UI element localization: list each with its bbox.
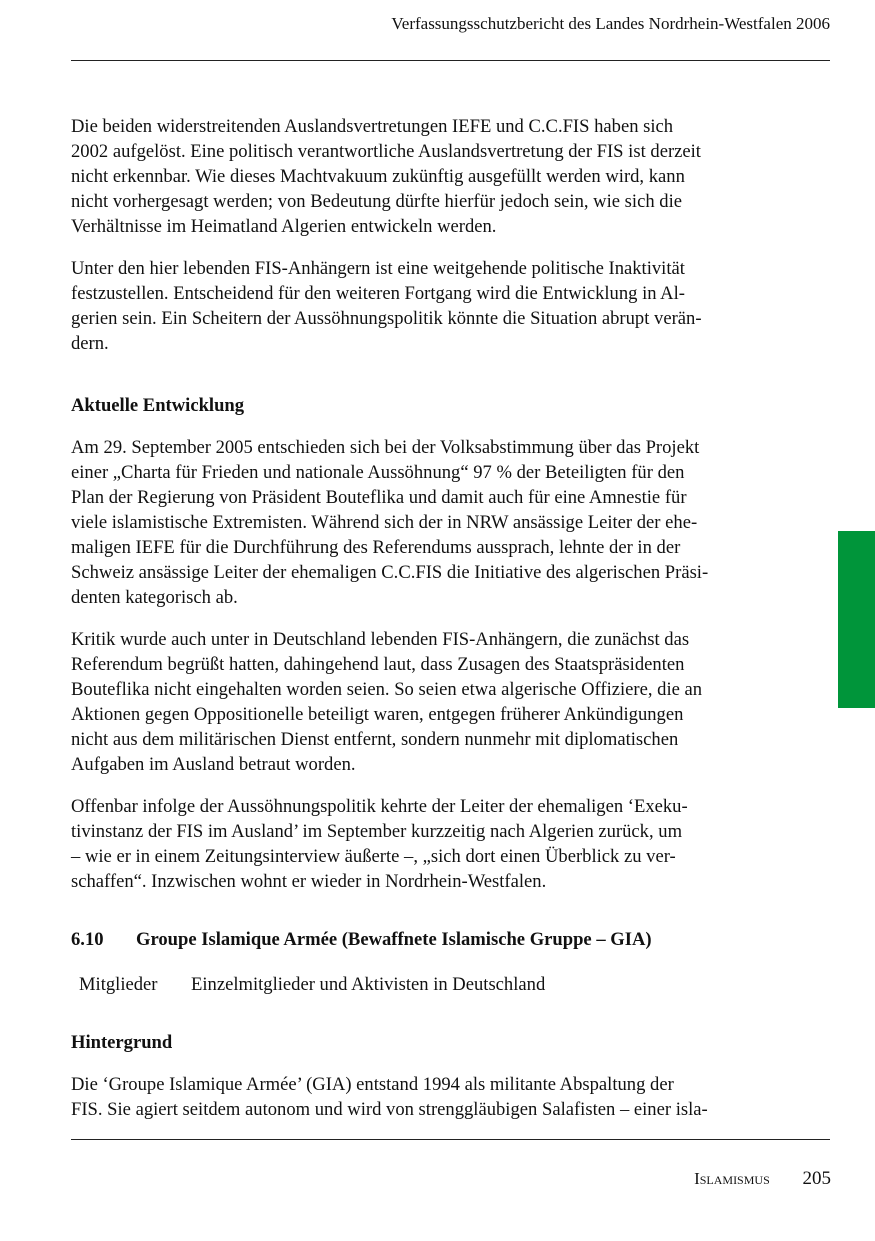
paragraph-6: Die ‘Groupe Islamique Armée’ (GIA) entstand 1994 als militante Abspaltung der FIS. Sie agiert seitdem autonom und wird von strenggläubigen Salafisten – einer isla- <box>71 1074 708 1120</box>
paragraph-5: Offenbar infolge der Aussöhnungspolitik kehrte der Leiter der ehemaligen ‘Exeku- tivinstanz der FIS im Ausland’ im September kurzzeitig nach Algerien zurück, um – wie er in einem Zeitungsinterview äußerte –, „sich dort einen Überblick zu ver- schaffen“. Inzwischen wohnt er wieder in Nordrhein-Westfalen. <box>71 796 688 892</box>
page-body <box>71 114 786 1122</box>
running-header-title: Verfassungsschutzbericht des Landes Nordrhein-Westfalen 2006 <box>391 14 830 33</box>
paragraph-3: Am 29. September 2005 entschieden sich bei der Volksabstimmung über das Projekt einer „Charta für Frieden und nationale Aussöhnung“ 97 % der Beteiligten für den Plan der Regierung von Präsident Bouteflika und damit auch für eine Amnestie für viele islamistische Extremisten. Während sich der in NRW ansässige Leiter der ehe- maligen IEFE für die Durchführung des Referendums aussprach, lehnte der in der Schweiz ansässige Leiter der ehemaligen C.C.FIS die Initiative des algerischen Präsi- denten kategorisch ab. <box>71 437 709 608</box>
chapter-side-tab <box>838 531 875 708</box>
page-number: 205 <box>802 1168 831 1189</box>
paragraph-2: Unter den hier lebenden FIS-Anhängern ist eine weitgehende politische Inaktivität festzustellen. Entscheidend für den weiteren Fortgang wird die Entwicklung in Al- gerien sein. Ein Scheitern der Aussöhnungspolitik könnte die Situation abrupt verän- dern. <box>71 258 702 354</box>
footer-section-name: Islamismus <box>694 1169 770 1188</box>
heading-aktuelle-entwicklung: Aktuelle Entwicklung <box>71 395 245 416</box>
paragraph-1: Die beiden widerstreitenden Auslandsvertretungen IEFE und C.C.FIS haben sich 2002 aufgelöst. Eine politisch verantwortliche Auslandsvertretung der FIS ist derzeit nicht erkennbar. Wie dieses Machtvakuum zukünftig ausgefüllt werden wird, kann nicht vorhergesagt werden; von Bedeutung dürfte hierfür jedoch sein, wie sich die Verhältnisse im Heimatland Algerien entwickeln werden. <box>71 116 701 237</box>
section-title: Groupe Islamique Armée (Bewaffnete Islamische Gruppe – GIA) <box>136 929 652 950</box>
members-label: Mitglieder <box>79 974 158 995</box>
header-rule <box>71 60 830 61</box>
heading-hintergrund: Hintergrund <box>71 1032 173 1053</box>
members-row <box>71 972 786 997</box>
section-number: 6.10 <box>71 929 104 950</box>
paragraph-4: Kritik wurde auch unter in Deutschland lebenden FIS-Anhängern, die zunächst das Referendum begrüßt hatten, dahingehend laut, dass Zusagen des Staatspräsidenten Bouteflika nicht eingehalten worden seien. So seien etwa algerische Offiziere, die an Aktionen gegen Oppositionelle beteiligt waren, entgegen früherer Ankündigungen nicht aus dem militärischen Dienst entfernt, sondern nunmehr mit diplomatischen Aufgaben im Ausland betraut worden. <box>71 629 703 775</box>
footer-rule <box>71 1139 830 1140</box>
page-footer <box>694 1167 831 1191</box>
members-value: Einzelmitglieder und Aktivisten in Deutschland <box>191 974 546 995</box>
section-heading-6-10 <box>71 927 786 952</box>
